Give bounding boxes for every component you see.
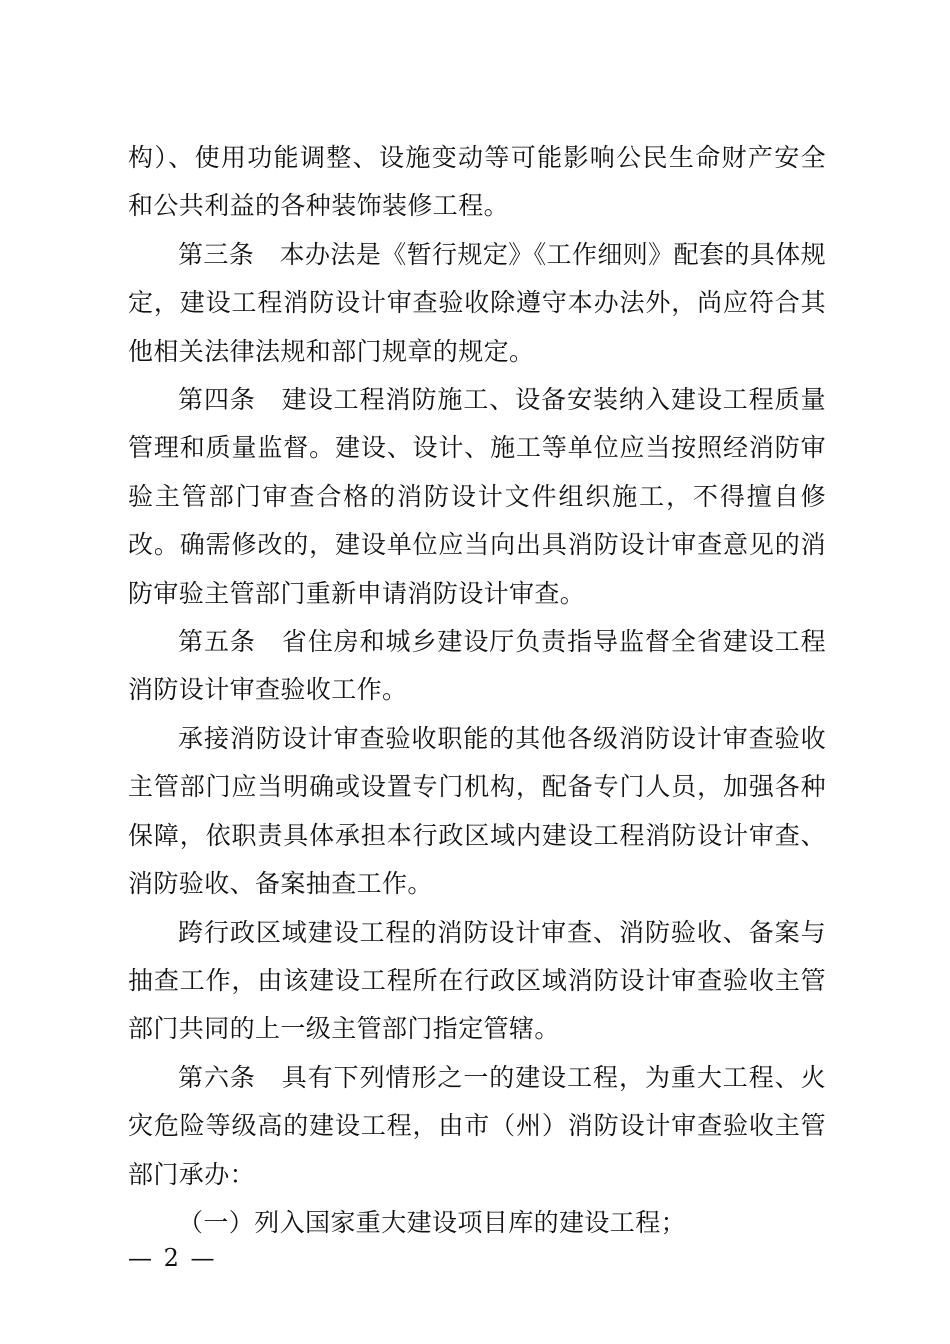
paragraph-1: 构）、使用功能调整、设施变动等可能影响公民生命财产安全和公共利益的各种装饰装修工程。 (128, 143, 826, 221)
paragraph-article-6-item-1: （一）列入国家重大建设项目库的建设工程； (178, 1207, 687, 1237)
document-body (128, 134, 826, 1247)
paragraph-article-3: 第三条 本办法是《暂行规定》《工作细则》配套的具体规定，建设工程消防设计审查验收除遵守本办法外，尚应符合其他相关法律法规和部门规章的规定。 (128, 239, 826, 366)
page-number: — 2 — (128, 1244, 217, 1272)
paragraph-article-5-clause-3: 跨行政区域建设工程的消防设计审查、消防验收、备案与抽查工作，由该建设工程所在行政区域消防设计审查验收主管部门共同的上一级主管部门指定管辖。 (128, 917, 826, 1044)
paragraph-article-5-clause-2: 承接消防设计审查验收职能的其他各级消防设计审查验收主管部门应当明确或设置专门机构，配备专门人员，加强各种保障，依职责具体承担本行政区域内建设工程消防设计审查、消防验收、备案抽查工作。 (128, 723, 826, 899)
paragraph-article-6: 第六条 具有下列情形之一的建设工程，为重大工程、火灾危险等级高的建设工程，由市（州）消防设计审查验收主管部门承办： (128, 1062, 826, 1189)
paragraph-article-4: 第四条 建设工程消防施工、设备安装纳入建设工程质量管理和质量监督。建设、设计、施工等单位应当按照经消防审验主管部门审查合格的消防设计文件组织施工，不得擅自修改。确需修改的，建设单位应当向出具消防设计审查意见的消防审验主管部门重新申请消防设计审查。 (128, 385, 826, 608)
paragraph-article-5: 第五条 省住房和城乡建设厅负责指导监督全省建设工程消防设计审查验收工作。 (128, 627, 826, 705)
